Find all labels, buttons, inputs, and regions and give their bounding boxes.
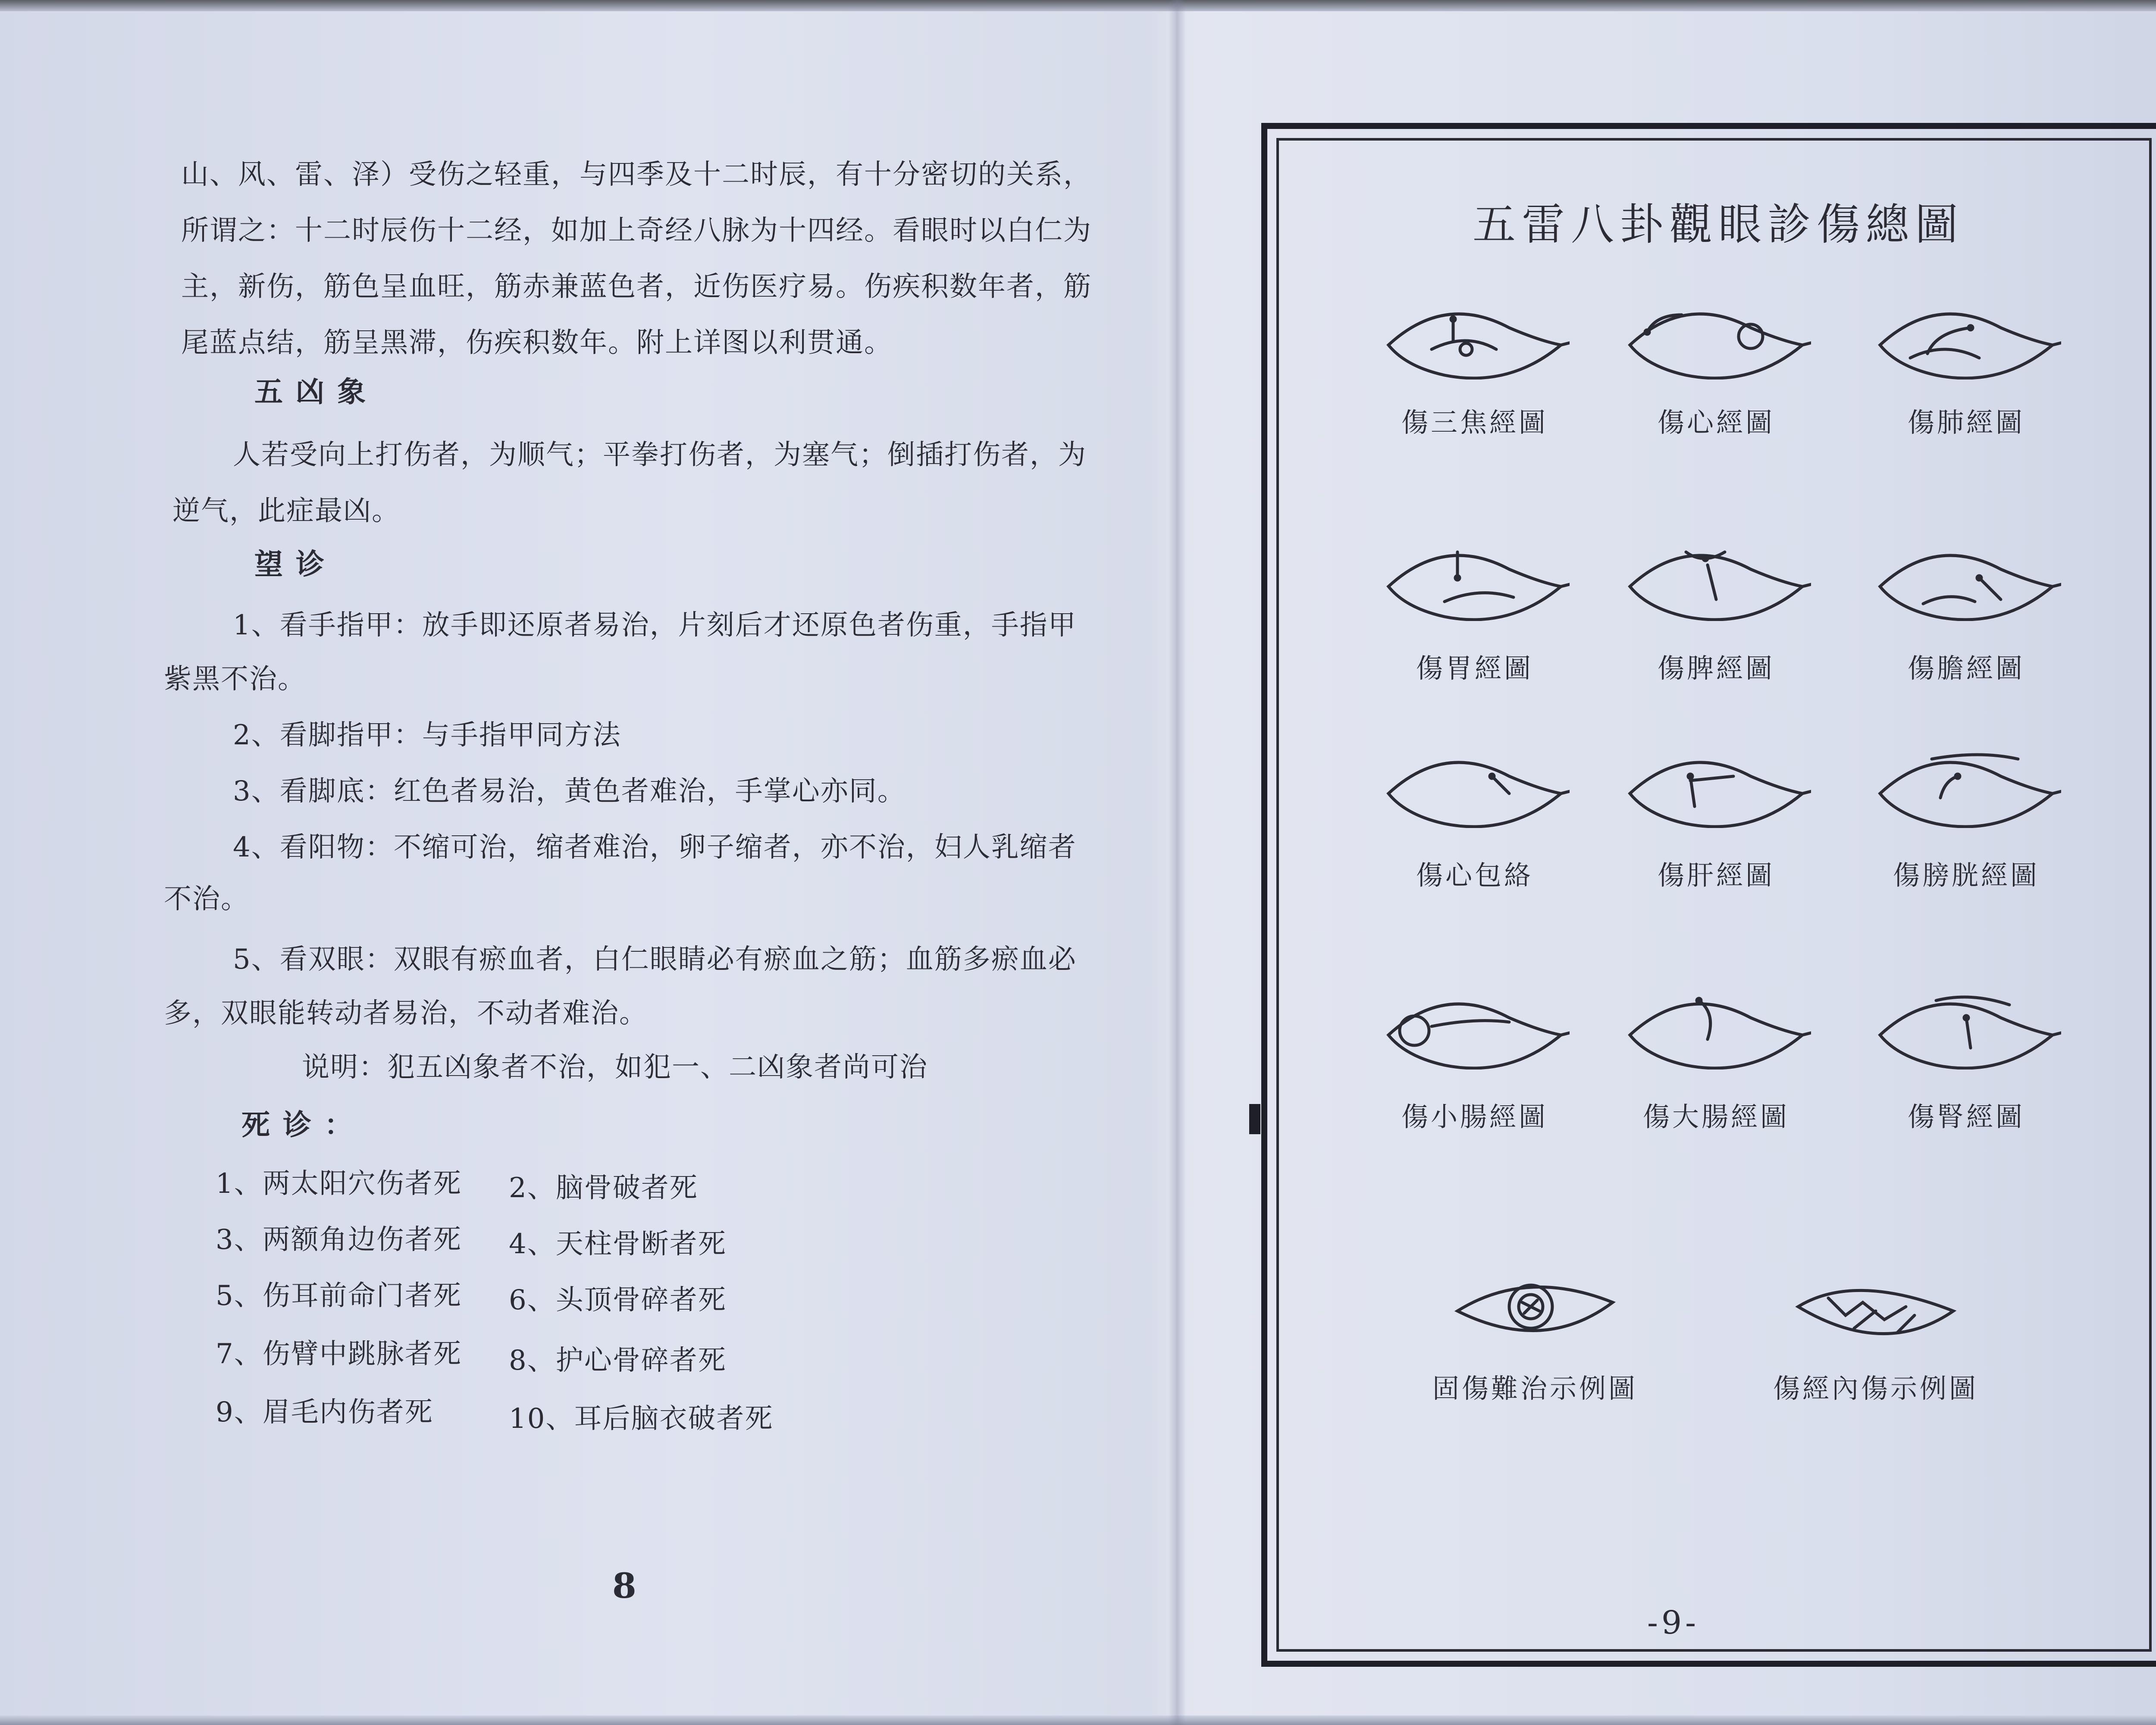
eye-pericardium-icon xyxy=(1380,750,1570,828)
inspection-line-5: 4、看阳物：不缩可治，缩者难治，卵子缩者，亦不治，妇人乳缩者 xyxy=(233,831,1077,863)
heading-death: 死诊： xyxy=(241,1108,366,1142)
diagram-label: 傷脾經圖 xyxy=(1657,652,1775,684)
book-gutter xyxy=(1169,0,1186,1725)
intro-line-3: 主，新伤，筋色呈血旺，筋赤兼蓝色者，近伤医疗易。伤疾积数年者，筋 xyxy=(181,271,1092,303)
eye-bladder-icon xyxy=(1871,750,2061,828)
eye-liver-icon xyxy=(1621,750,1811,828)
intro-line-1: 山、风、雷、泽）受伤之轻重，与四季及十二时辰，有十分密切的关系， xyxy=(181,159,1092,191)
page-number-right: -9- xyxy=(1647,1604,1700,1641)
death-item-7: 7、伤臂中跳脉者死 xyxy=(216,1338,462,1370)
inspection-line-6: 不治。 xyxy=(164,883,249,915)
diagram-label: 傷大腸經圖 xyxy=(1642,1101,1790,1132)
death-item-5: 5、伤耳前命门者死 xyxy=(216,1280,462,1312)
intro-line-2: 所谓之：十二时辰伤十二经，如加上奇经八脉为十四经。看眼时以白仁为 xyxy=(181,215,1092,247)
eye-small-intestine-icon xyxy=(1380,992,1570,1070)
diagram-label: 傷肺經圖 xyxy=(1907,407,2025,438)
diagram-label: 傷肝經圖 xyxy=(1657,859,1775,891)
death-item-8: 8、护心骨碎者死 xyxy=(509,1345,727,1377)
eye-sanjiao-icon xyxy=(1380,302,1570,380)
heading-inspection: 望诊 xyxy=(254,547,337,581)
death-item-3: 3、两额角边伤者死 xyxy=(216,1224,462,1256)
diagram-label: 傷膽經圖 xyxy=(1907,652,2025,684)
inspection-line-4: 3、看脚底：红色者易治，黄色者难治，手掌心亦同。 xyxy=(233,775,906,807)
inspection-line-2: 紫黑不治。 xyxy=(164,663,306,695)
death-item-4: 4、天柱骨断者死 xyxy=(509,1228,727,1260)
death-item-10: 10、耳后脑衣破者死 xyxy=(509,1403,774,1435)
five-omens-line-1: 人若受向上打伤者，为顺气；平拳打伤者，为塞气；倒插打伤者，为 xyxy=(233,439,1087,471)
eye-spleen-icon xyxy=(1621,543,1811,621)
example-label: 傷經內傷示例圖 xyxy=(1773,1373,1979,1404)
eye-gallbladder-icon xyxy=(1871,543,2061,621)
chart-title: 五雷八卦觀眼診傷總圖 xyxy=(1473,199,1964,250)
eye-heart-icon xyxy=(1621,302,1811,380)
eye-lung-icon xyxy=(1871,302,2061,380)
death-item-2: 2、脑骨破者死 xyxy=(509,1172,698,1204)
inspection-line-3: 2、看脚指甲：与手指甲同方法 xyxy=(233,719,621,751)
eye-large-intestine-icon xyxy=(1621,992,1811,1070)
death-item-6: 6、头顶骨碎者死 xyxy=(509,1284,727,1316)
eye-hard-to-treat-icon xyxy=(1449,1272,1621,1346)
page-number-left: 8 xyxy=(612,1565,636,1606)
eye-internal-injury-icon xyxy=(1789,1272,1962,1346)
inspection-line-1: 1、看手指甲：放手即还原者易治，片刻后才还原色者伤重，手指甲 xyxy=(233,609,1077,641)
bottom-edge xyxy=(0,1716,2156,1725)
diagram-label: 傷小腸經圖 xyxy=(1401,1101,1548,1132)
diagram-label: 傷心包絡 xyxy=(1416,859,1534,891)
five-omens-line-2: 逆气，此症最凶。 xyxy=(172,495,400,527)
inspection-line-7: 5、看双眼：双眼有瘀血者，白仁眼睛必有瘀血之筋；血筋多瘀血必 xyxy=(233,944,1077,975)
eye-stomach-icon xyxy=(1380,543,1570,621)
diagram-label: 傷腎經圖 xyxy=(1907,1101,2025,1132)
eye-kidney-icon xyxy=(1871,992,2061,1070)
left-page xyxy=(164,129,1156,1639)
diagram-label: 傷心經圖 xyxy=(1657,407,1775,438)
top-edge xyxy=(0,0,2156,11)
death-item-9: 9、眉毛内伤者死 xyxy=(216,1396,433,1428)
inspection-note: 说明：犯五凶象者不治，如犯一、二凶象者尚可治 xyxy=(302,1051,928,1083)
frame-tab-mark xyxy=(1249,1104,1260,1134)
death-item-1: 1、两太阳穴伤者死 xyxy=(216,1168,462,1200)
diagram-label: 傷胃經圖 xyxy=(1416,652,1534,684)
inspection-line-8: 多，双眼能转动者易治，不动者难治。 xyxy=(164,997,648,1029)
diagram-label: 傷三焦經圖 xyxy=(1401,407,1548,438)
diagram-label: 傷膀胱經圖 xyxy=(1893,859,2040,891)
intro-line-4: 尾蓝点结，筋呈黑滞，伤疾积数年。附上详图以利贯通。 xyxy=(181,327,893,359)
heading-five-omens: 五凶象 xyxy=(254,375,379,408)
example-label: 固傷難治示例圖 xyxy=(1432,1373,1638,1404)
